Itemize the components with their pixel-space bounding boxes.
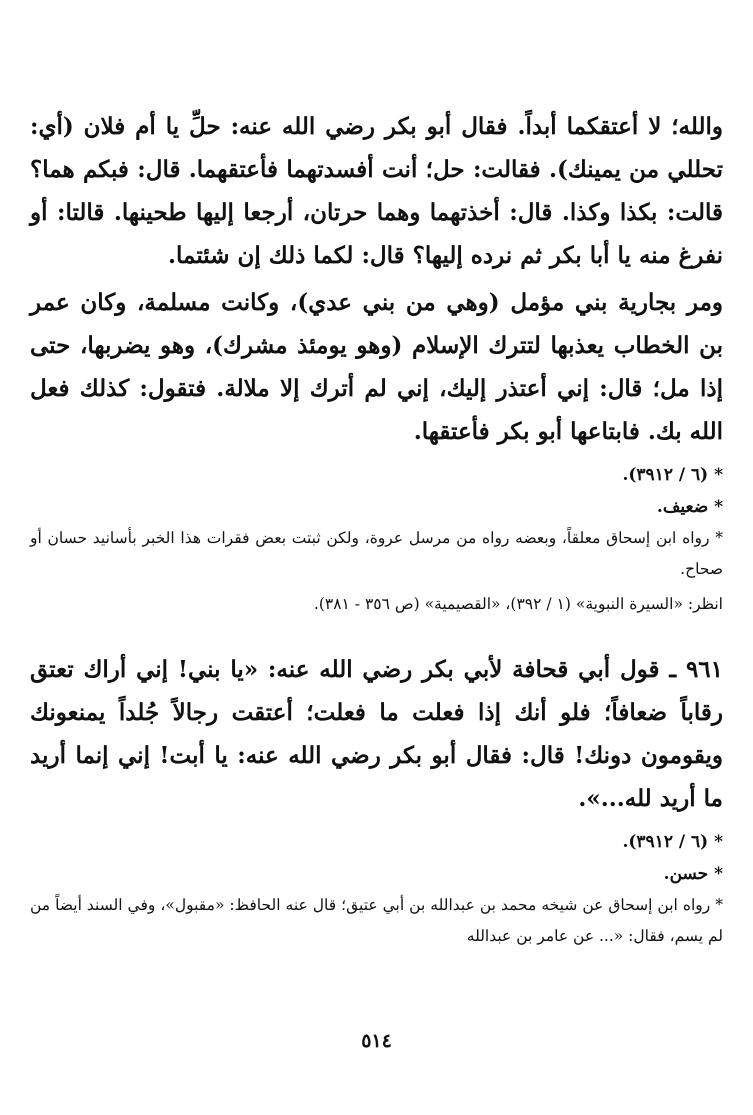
takhrij-note: * رواه ابن إسحاق معلقاً، وبعضه رواه من مرسل عروة، ولكن ثبتت بعض فقرات هذا الخبر بأسانيد حسان أو صحاح. <box>30 529 723 578</box>
entry-grade: * حسن. <box>663 864 723 884</box>
entry-number: ٩٦١ ـ <box>669 656 723 683</box>
page-number: ٥١٤ <box>361 1030 392 1052</box>
entry-text <box>30 648 723 820</box>
continued-narration <box>30 105 723 620</box>
entry-body: قول أبي قحافة لأبي بكر رضي الله عنه: «يا بني! إني أراك تعتق رقاباً ضعافاً؛ فلو أنك إذا فعلت ما فعلت؛ أعتقت رجالاً جُلداً يمنعونك ويقومون دونك! قال: فقال أبو بكر رضي الله عنه: يا أبت! إني إنما أريد ما أريد لله...». <box>30 656 723 812</box>
source-reference: * (٦ / ٣٩١٢). <box>622 465 723 485</box>
narration-paragraph-1: والله؛ لا أعتقكما أبداً. فقال أبو بكر رضي الله عنه: حلِّ يا أم فلان (أي: تحللي من يمينك). فقالت: حل؛ أنت أفسدتهما فأعتقهما. قال: فبكم هما؟ قالت: بكذا وكذا. قال: أخذتهما وهما حرتان، أرجعا إليها طحينها. قالتا: أو نفرغ منه يا أبا بكر ثم نرده إليها؟ قال: لكما ذلك إن شئتما. <box>30 113 723 269</box>
see-also-note: انظر: «السيرة النبوية» (١ / ٣٩٢)، «القصيمية» (ص ٣٥٦ - ٣٨١). <box>313 595 723 613</box>
entry-takhrij-note: * رواه ابن إسحاق عن شيخه محمد بن عبدالله بن أبي عتيق؛ قال عنه الحافظ: «مقبول»، وفي السند أيضاً من لم يسم، فقال: «... عن عامر بن عبدالله <box>30 896 723 945</box>
hadith-grade: * ضعيف. <box>656 497 723 517</box>
book-page <box>30 105 723 952</box>
narration-paragraph-2: ومر بجارية بني مؤمل (وهي من بني عدي)، وكانت مسلمة، وكان عمر بن الخطاب يعذبها لتترك الإسلام (وهو يومئذ مشرك)، وهو يضربها، حتى إذا مل؛ قال: إني أعتذر إليك، إني لم أترك إلا ملالة. فتقول: كذلك فعل الله بك. فابتاعها أبو بكر فأعتقها. <box>30 289 723 445</box>
entry-961 <box>30 648 723 952</box>
entry-source-reference: * (٦ / ٣٩١٢). <box>622 832 723 852</box>
